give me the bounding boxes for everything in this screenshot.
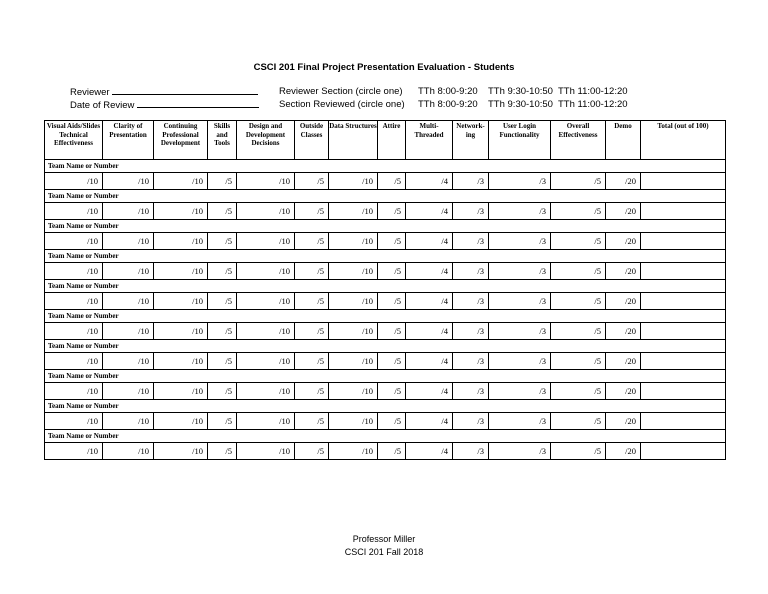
score-row (45, 413, 726, 430)
score-cell[interactable]: /4 (406, 293, 453, 310)
score-cell[interactable] (641, 383, 726, 400)
score-row (45, 353, 726, 370)
score-row (45, 443, 726, 460)
score-row (45, 233, 726, 250)
team-name-row (45, 220, 726, 233)
score-cell[interactable]: /5 (551, 323, 606, 340)
score-cell[interactable]: /5 (295, 383, 329, 400)
score-cell[interactable]: /3 (453, 383, 489, 400)
score-cell[interactable]: /3 (453, 263, 489, 280)
score-cell[interactable]: /3 (453, 233, 489, 250)
score-cell[interactable]: /10 (154, 293, 208, 310)
team-name-label[interactable]: Team Name or Number (45, 430, 726, 443)
score-cell[interactable]: /10 (103, 323, 154, 340)
col-header: Visual Aids/Slides Technical Effectiveness (45, 121, 103, 160)
score-cell[interactable]: /10 (45, 383, 103, 400)
score-cell[interactable]: /4 (406, 443, 453, 460)
score-cell[interactable]: /5 (208, 323, 237, 340)
score-cell[interactable]: /5 (378, 203, 406, 220)
score-cell[interactable]: /10 (329, 173, 378, 190)
score-cell[interactable]: /5 (208, 293, 237, 310)
score-cell[interactable]: /20 (606, 293, 641, 310)
score-cell[interactable]: /4 (406, 323, 453, 340)
reviewer-section-time-1[interactable]: TTh 8:00-9:20 (418, 86, 478, 97)
score-cell[interactable]: /10 (237, 443, 295, 460)
score-cell[interactable]: /20 (606, 443, 641, 460)
score-cell[interactable] (641, 323, 726, 340)
date-line[interactable] (137, 99, 259, 108)
team-name-label[interactable]: Team Name or Number (45, 400, 726, 413)
score-cell[interactable] (641, 233, 726, 250)
score-cell[interactable]: /4 (406, 233, 453, 250)
date-label: Date of Review (70, 100, 135, 111)
score-cell[interactable]: /5 (378, 293, 406, 310)
score-cell[interactable]: /10 (237, 203, 295, 220)
team-name-row (45, 370, 726, 383)
score-cell[interactable]: /10 (329, 293, 378, 310)
score-cell[interactable]: /10 (45, 293, 103, 310)
score-cell[interactable]: /10 (154, 413, 208, 430)
col-header: Skills and Tools (208, 121, 237, 160)
col-header: Network-ing (453, 121, 489, 160)
score-cell[interactable]: /5 (551, 233, 606, 250)
evaluation-table (44, 120, 726, 460)
score-cell[interactable]: /3 (489, 443, 551, 460)
team-name-label[interactable]: Team Name or Number (45, 370, 726, 383)
header-row (45, 121, 726, 160)
score-cell[interactable]: /10 (154, 353, 208, 370)
score-cell[interactable]: /10 (154, 443, 208, 460)
score-cell[interactable]: /10 (103, 203, 154, 220)
score-cell[interactable]: /10 (237, 263, 295, 280)
team-name-label[interactable]: Team Name or Number (45, 250, 726, 263)
score-cell[interactable]: /5 (378, 413, 406, 430)
score-cell[interactable]: /3 (453, 353, 489, 370)
score-cell[interactable]: /3 (489, 203, 551, 220)
score-cell[interactable]: /4 (406, 173, 453, 190)
score-cell[interactable] (641, 203, 726, 220)
score-cell[interactable]: /5 (208, 203, 237, 220)
score-cell[interactable]: /10 (329, 443, 378, 460)
score-cell[interactable]: /20 (606, 173, 641, 190)
score-cell[interactable] (641, 173, 726, 190)
col-header: Design and Development Decisions (237, 121, 295, 160)
score-cell[interactable]: /10 (237, 413, 295, 430)
score-cell[interactable]: /10 (103, 263, 154, 280)
score-cell[interactable]: /3 (453, 323, 489, 340)
reviewer-section-label: Reviewer Section (circle one) (279, 86, 403, 97)
score-cell[interactable]: /5 (295, 293, 329, 310)
score-cell[interactable]: /5 (208, 353, 237, 370)
score-cell[interactable]: /10 (329, 383, 378, 400)
reviewer-field (70, 86, 258, 98)
score-cell[interactable]: /5 (295, 233, 329, 250)
team-name-row (45, 190, 726, 203)
score-cell[interactable]: /10 (154, 383, 208, 400)
score-cell[interactable]: /5 (295, 173, 329, 190)
score-row (45, 383, 726, 400)
score-cell[interactable]: /3 (453, 293, 489, 310)
score-cell[interactable]: /5 (378, 263, 406, 280)
score-cell[interactable]: /10 (237, 383, 295, 400)
col-header: Total (out of 100) (641, 121, 726, 160)
team-name-label[interactable]: Team Name or Number (45, 160, 726, 173)
score-cell[interactable]: /20 (606, 263, 641, 280)
col-header: Continuing Professional Development (154, 121, 208, 160)
score-cell[interactable]: /5 (208, 173, 237, 190)
course-term: CSCI 201 Fall 2018 (344, 547, 424, 557)
score-cell[interactable]: /5 (551, 443, 606, 460)
score-row (45, 293, 726, 310)
score-cell[interactable]: /3 (489, 173, 551, 190)
score-cell[interactable]: /3 (453, 443, 489, 460)
score-cell[interactable]: /5 (295, 263, 329, 280)
score-row (45, 323, 726, 340)
score-cell[interactable]: /10 (329, 203, 378, 220)
score-cell[interactable]: /5 (378, 323, 406, 340)
date-field (70, 99, 259, 111)
col-header: User Login Functionality (489, 121, 551, 160)
col-header: Data Structures (329, 121, 378, 160)
score-cell[interactable]: /3 (453, 173, 489, 190)
section-reviewed-time-3[interactable]: TTh 11:00-12:20 (558, 99, 628, 110)
score-cell[interactable]: /5 (208, 383, 237, 400)
score-cell[interactable]: /10 (45, 353, 103, 370)
reviewer-section-time-3[interactable]: TTh 11:00-12:20 (558, 86, 628, 97)
team-name-row (45, 250, 726, 263)
score-cell[interactable]: /5 (295, 353, 329, 370)
score-cell[interactable]: /20 (606, 203, 641, 220)
score-cell[interactable]: /4 (406, 353, 453, 370)
score-cell[interactable]: /10 (237, 353, 295, 370)
score-cell[interactable]: /10 (103, 233, 154, 250)
score-cell[interactable]: /5 (551, 383, 606, 400)
score-cell[interactable]: /5 (551, 353, 606, 370)
section-reviewed-label: Section Reviewed (circle one) (279, 99, 405, 110)
team-name-label[interactable]: Team Name or Number (45, 220, 726, 233)
score-cell[interactable]: /3 (453, 413, 489, 430)
score-cell[interactable]: /10 (103, 383, 154, 400)
col-header: Overall Effectiveness (551, 121, 606, 160)
score-cell[interactable]: /10 (329, 233, 378, 250)
score-cell[interactable] (641, 413, 726, 430)
score-cell[interactable]: /10 (45, 323, 103, 340)
score-cell[interactable]: /10 (103, 293, 154, 310)
score-row (45, 203, 726, 220)
team-name-label[interactable]: Team Name or Number (45, 190, 726, 203)
col-header: Demo (606, 121, 641, 160)
score-cell[interactable]: /5 (551, 413, 606, 430)
team-name-row (45, 160, 726, 173)
score-cell[interactable]: /3 (489, 263, 551, 280)
reviewer-section-time-2[interactable]: TTh 9:30-10:50 (488, 86, 553, 97)
score-cell[interactable]: /10 (154, 263, 208, 280)
score-cell[interactable]: /10 (103, 443, 154, 460)
team-name-row (45, 310, 726, 323)
score-cell[interactable] (641, 263, 726, 280)
score-cell[interactable]: /10 (237, 233, 295, 250)
score-row (45, 173, 726, 190)
team-name-label[interactable]: Team Name or Number (45, 310, 726, 323)
team-name-row (45, 430, 726, 443)
score-cell[interactable]: /5 (295, 413, 329, 430)
score-cell[interactable]: /5 (378, 233, 406, 250)
score-cell[interactable]: /10 (103, 413, 154, 430)
score-cell[interactable]: /5 (208, 263, 237, 280)
score-cell[interactable]: /10 (154, 203, 208, 220)
score-cell[interactable]: /5 (378, 383, 406, 400)
score-cell[interactable]: /3 (489, 353, 551, 370)
score-cell[interactable]: /20 (606, 413, 641, 430)
score-cell[interactable]: /10 (45, 203, 103, 220)
team-name-label[interactable]: Team Name or Number (45, 280, 726, 293)
score-cell[interactable]: /3 (489, 413, 551, 430)
score-row (45, 263, 726, 280)
score-cell[interactable]: /5 (295, 443, 329, 460)
score-cell[interactable] (641, 293, 726, 310)
score-cell[interactable]: /5 (295, 323, 329, 340)
score-cell[interactable]: /5 (551, 293, 606, 310)
score-cell[interactable]: /20 (606, 233, 641, 250)
team-name-row (45, 400, 726, 413)
score-cell[interactable]: /10 (237, 173, 295, 190)
score-cell[interactable]: /10 (329, 263, 378, 280)
score-cell[interactable]: /5 (551, 263, 606, 280)
score-cell[interactable]: /5 (551, 203, 606, 220)
score-cell[interactable]: /10 (45, 443, 103, 460)
score-cell[interactable]: /4 (406, 413, 453, 430)
score-cell[interactable]: /10 (329, 353, 378, 370)
col-header: Attire (378, 121, 406, 160)
score-cell[interactable]: /5 (208, 443, 237, 460)
score-cell[interactable]: /10 (45, 413, 103, 430)
reviewer-label: Reviewer (70, 87, 110, 98)
section-reviewed-time-2[interactable]: TTh 9:30-10:50 (488, 99, 553, 110)
score-cell[interactable]: /4 (406, 383, 453, 400)
score-cell[interactable]: /4 (406, 203, 453, 220)
score-cell[interactable]: /10 (45, 173, 103, 190)
score-cell[interactable]: /3 (489, 383, 551, 400)
col-header: Outside Classes (295, 121, 329, 160)
score-cell[interactable]: /10 (237, 323, 295, 340)
score-cell[interactable]: /10 (329, 323, 378, 340)
score-cell[interactable]: /10 (103, 353, 154, 370)
score-cell[interactable]: /5 (208, 413, 237, 430)
team-name-row (45, 340, 726, 353)
col-header: Multi-Threaded (406, 121, 453, 160)
team-name-label[interactable]: Team Name or Number (45, 340, 726, 353)
score-cell[interactable]: /10 (103, 173, 154, 190)
score-cell[interactable]: /10 (329, 413, 378, 430)
score-cell[interactable] (641, 443, 726, 460)
score-cell[interactable]: /20 (606, 383, 641, 400)
score-cell[interactable]: /20 (606, 323, 641, 340)
score-cell[interactable]: /10 (237, 293, 295, 310)
score-cell[interactable]: /5 (295, 203, 329, 220)
professor-name: Professor Miller (352, 534, 416, 544)
team-name-row (45, 280, 726, 293)
score-cell[interactable] (641, 353, 726, 370)
score-cell[interactable]: /3 (489, 233, 551, 250)
score-cell[interactable]: /5 (208, 233, 237, 250)
section-reviewed-time-1[interactable]: TTh 8:00-9:20 (418, 99, 478, 110)
score-cell[interactable]: /10 (45, 233, 103, 250)
score-cell[interactable]: /10 (154, 323, 208, 340)
score-cell[interactable]: /10 (154, 233, 208, 250)
score-cell[interactable]: /3 (489, 293, 551, 310)
score-cell[interactable]: /20 (606, 353, 641, 370)
score-cell[interactable]: /3 (453, 203, 489, 220)
score-cell[interactable]: /4 (406, 263, 453, 280)
score-cell[interactable]: /5 (378, 443, 406, 460)
score-cell[interactable]: /10 (154, 173, 208, 190)
score-cell[interactable]: /10 (45, 263, 103, 280)
score-cell[interactable]: /5 (551, 173, 606, 190)
score-cell[interactable]: /5 (378, 353, 406, 370)
reviewer-line[interactable] (112, 86, 258, 95)
score-cell[interactable]: /5 (378, 173, 406, 190)
page-title: CSCI 201 Final Project Presentation Evaluation - Students (253, 62, 515, 73)
col-header: Clarity of Presentation (103, 121, 154, 160)
score-cell[interactable]: /3 (489, 323, 551, 340)
